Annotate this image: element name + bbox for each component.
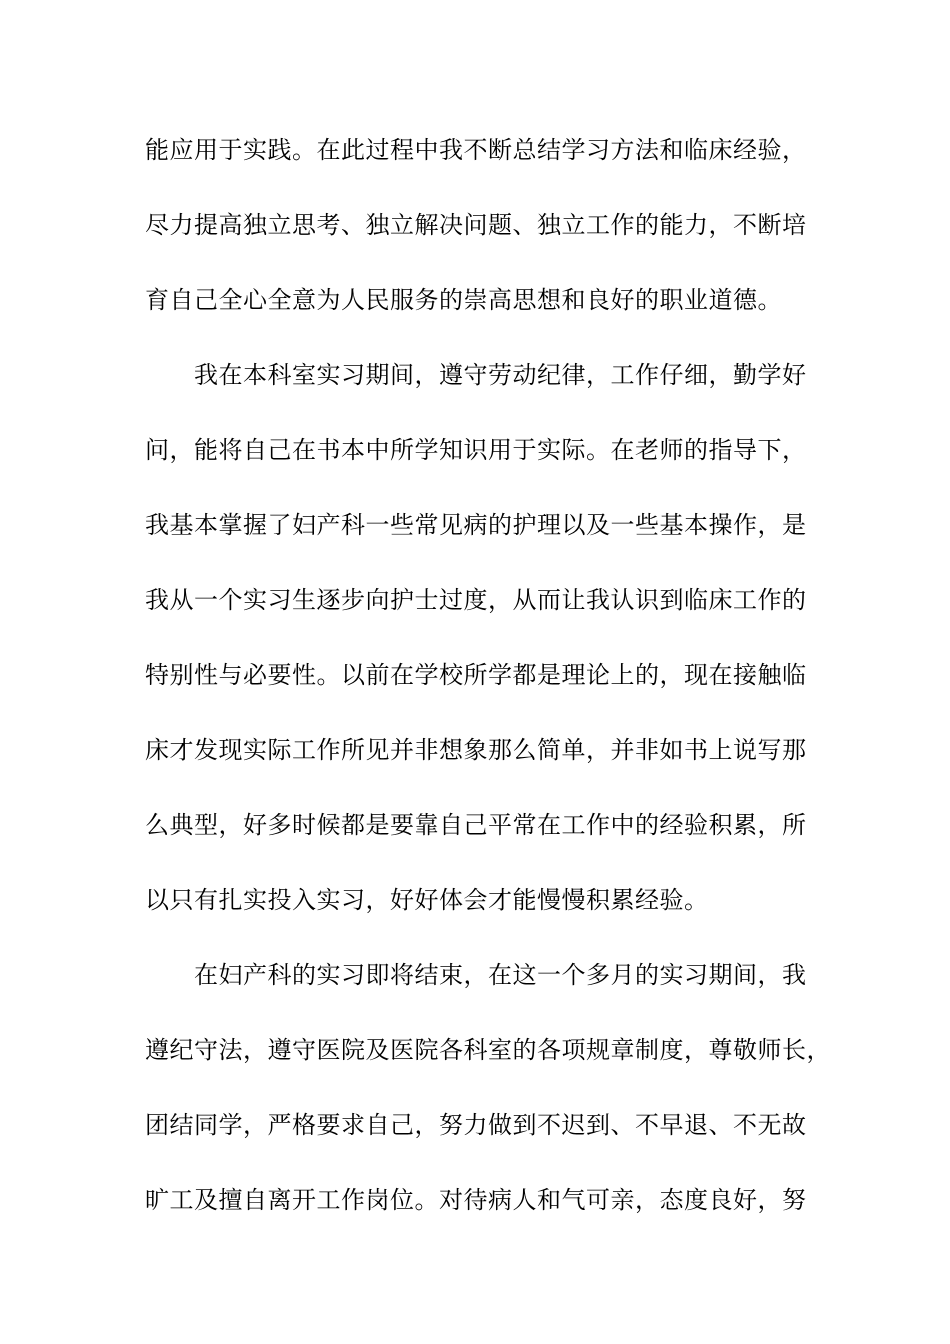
- text-line: 旷工及擅自离开工作岗位。对待病人和气可亲，态度良好，努: [145, 1186, 807, 1214]
- text-line: 能应用于实践。在此过程中我不断总结学习方法和临床经验，: [145, 136, 807, 164]
- text-line: 在妇产科的实习即将结束，在这一个多月的实习期间，我: [145, 961, 807, 989]
- text-line: 问，能将自己在书本中所学知识用于实际。在老师的指导下，: [145, 436, 807, 464]
- text-line: 遵纪守法，遵守医院及医院各科室的各项规章制度，尊敬师长，: [145, 1036, 831, 1064]
- text-line: 特别性与必要性。以前在学校所学都是理论上的，现在接触临: [145, 661, 807, 689]
- text-line: 床才发现实际工作所见并非想象那么简单，并非如书上说写那: [145, 736, 807, 764]
- text-line: 育自己全心全意为人民服务的崇高思想和良好的职业道德。: [145, 286, 782, 314]
- text-line: 么典型，好多时候都是要靠自己平常在工作中的经验积累，所: [145, 811, 807, 839]
- text-line: 我从一个实习生逐步向护士过度，从而让我认识到临床工作的: [145, 586, 807, 614]
- text-line: 我在本科室实习期间，遵守劳动纪律，工作仔细，勤学好: [145, 361, 807, 389]
- text-line: 我基本掌握了妇产科一些常见病的护理以及一些基本操作，是: [145, 511, 807, 539]
- text-line: 尽力提高独立思考、独立解决问题、独立工作的能力，不断培: [145, 211, 807, 239]
- text-line: 以只有扎实投入实习，好好体会才能慢慢积累经验。: [145, 886, 709, 914]
- text-line: 团结同学，严格要求自己，努力做到不迟到、不早退、不无故: [145, 1111, 807, 1139]
